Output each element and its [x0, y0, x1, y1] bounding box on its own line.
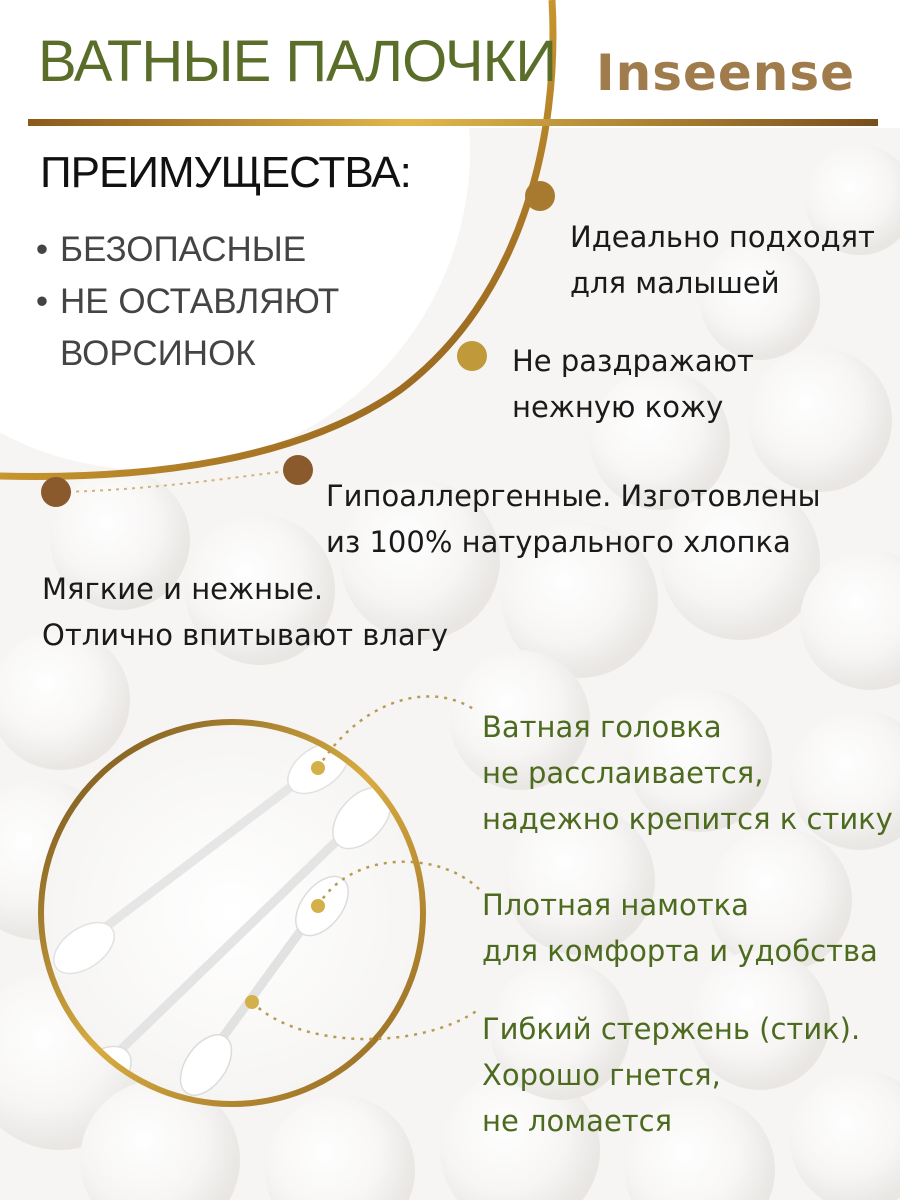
advantages-list — [24, 224, 339, 380]
callout-text: Плотная намотка для комфорта и удобства — [482, 888, 878, 968]
circle-marker-icon — [283, 455, 313, 485]
callout-text: Гибкий стержень (стик). Хорошо гнется, не ломается — [482, 1012, 861, 1138]
title-divider — [28, 119, 878, 126]
callout-text: Ватная головка не расслаивается, надежно крепится к стику — [482, 710, 893, 836]
list-item: • БЕЗОПАСНЫЕ — [24, 224, 339, 276]
bullet-dot-icon: • — [35, 230, 49, 269]
circle-marker-icon — [457, 341, 487, 371]
list-item-continuation: ВОРСИНОК — [60, 334, 256, 373]
circle-marker-icon — [525, 181, 555, 211]
circle-marker-icon — [311, 899, 325, 913]
circle-marker-icon — [311, 761, 325, 775]
advantages-heading: ПРЕИМУЩЕСТВА: — [40, 148, 411, 197]
list-item: • НЕ ОСТАВЛЯЮТ — [24, 276, 339, 328]
page-title: ВАТНЫЕ ПАЛОЧКИ — [38, 29, 557, 94]
circle-marker-icon — [245, 995, 259, 1009]
feature-text: Гипоаллергенные. Изготовлены из 100% натурального хлопка — [326, 479, 821, 559]
feature-text: Не раздражают нежную кожу — [512, 344, 754, 424]
brand-logo: Inseense — [596, 44, 856, 102]
feature-text: Идеально подходят для малышей — [570, 220, 875, 300]
feature-text: Мягкие и нежные. Отлично впитывают влагу — [42, 572, 449, 652]
bullet-dot-icon: • — [35, 282, 49, 321]
circle-marker-icon — [41, 477, 71, 507]
